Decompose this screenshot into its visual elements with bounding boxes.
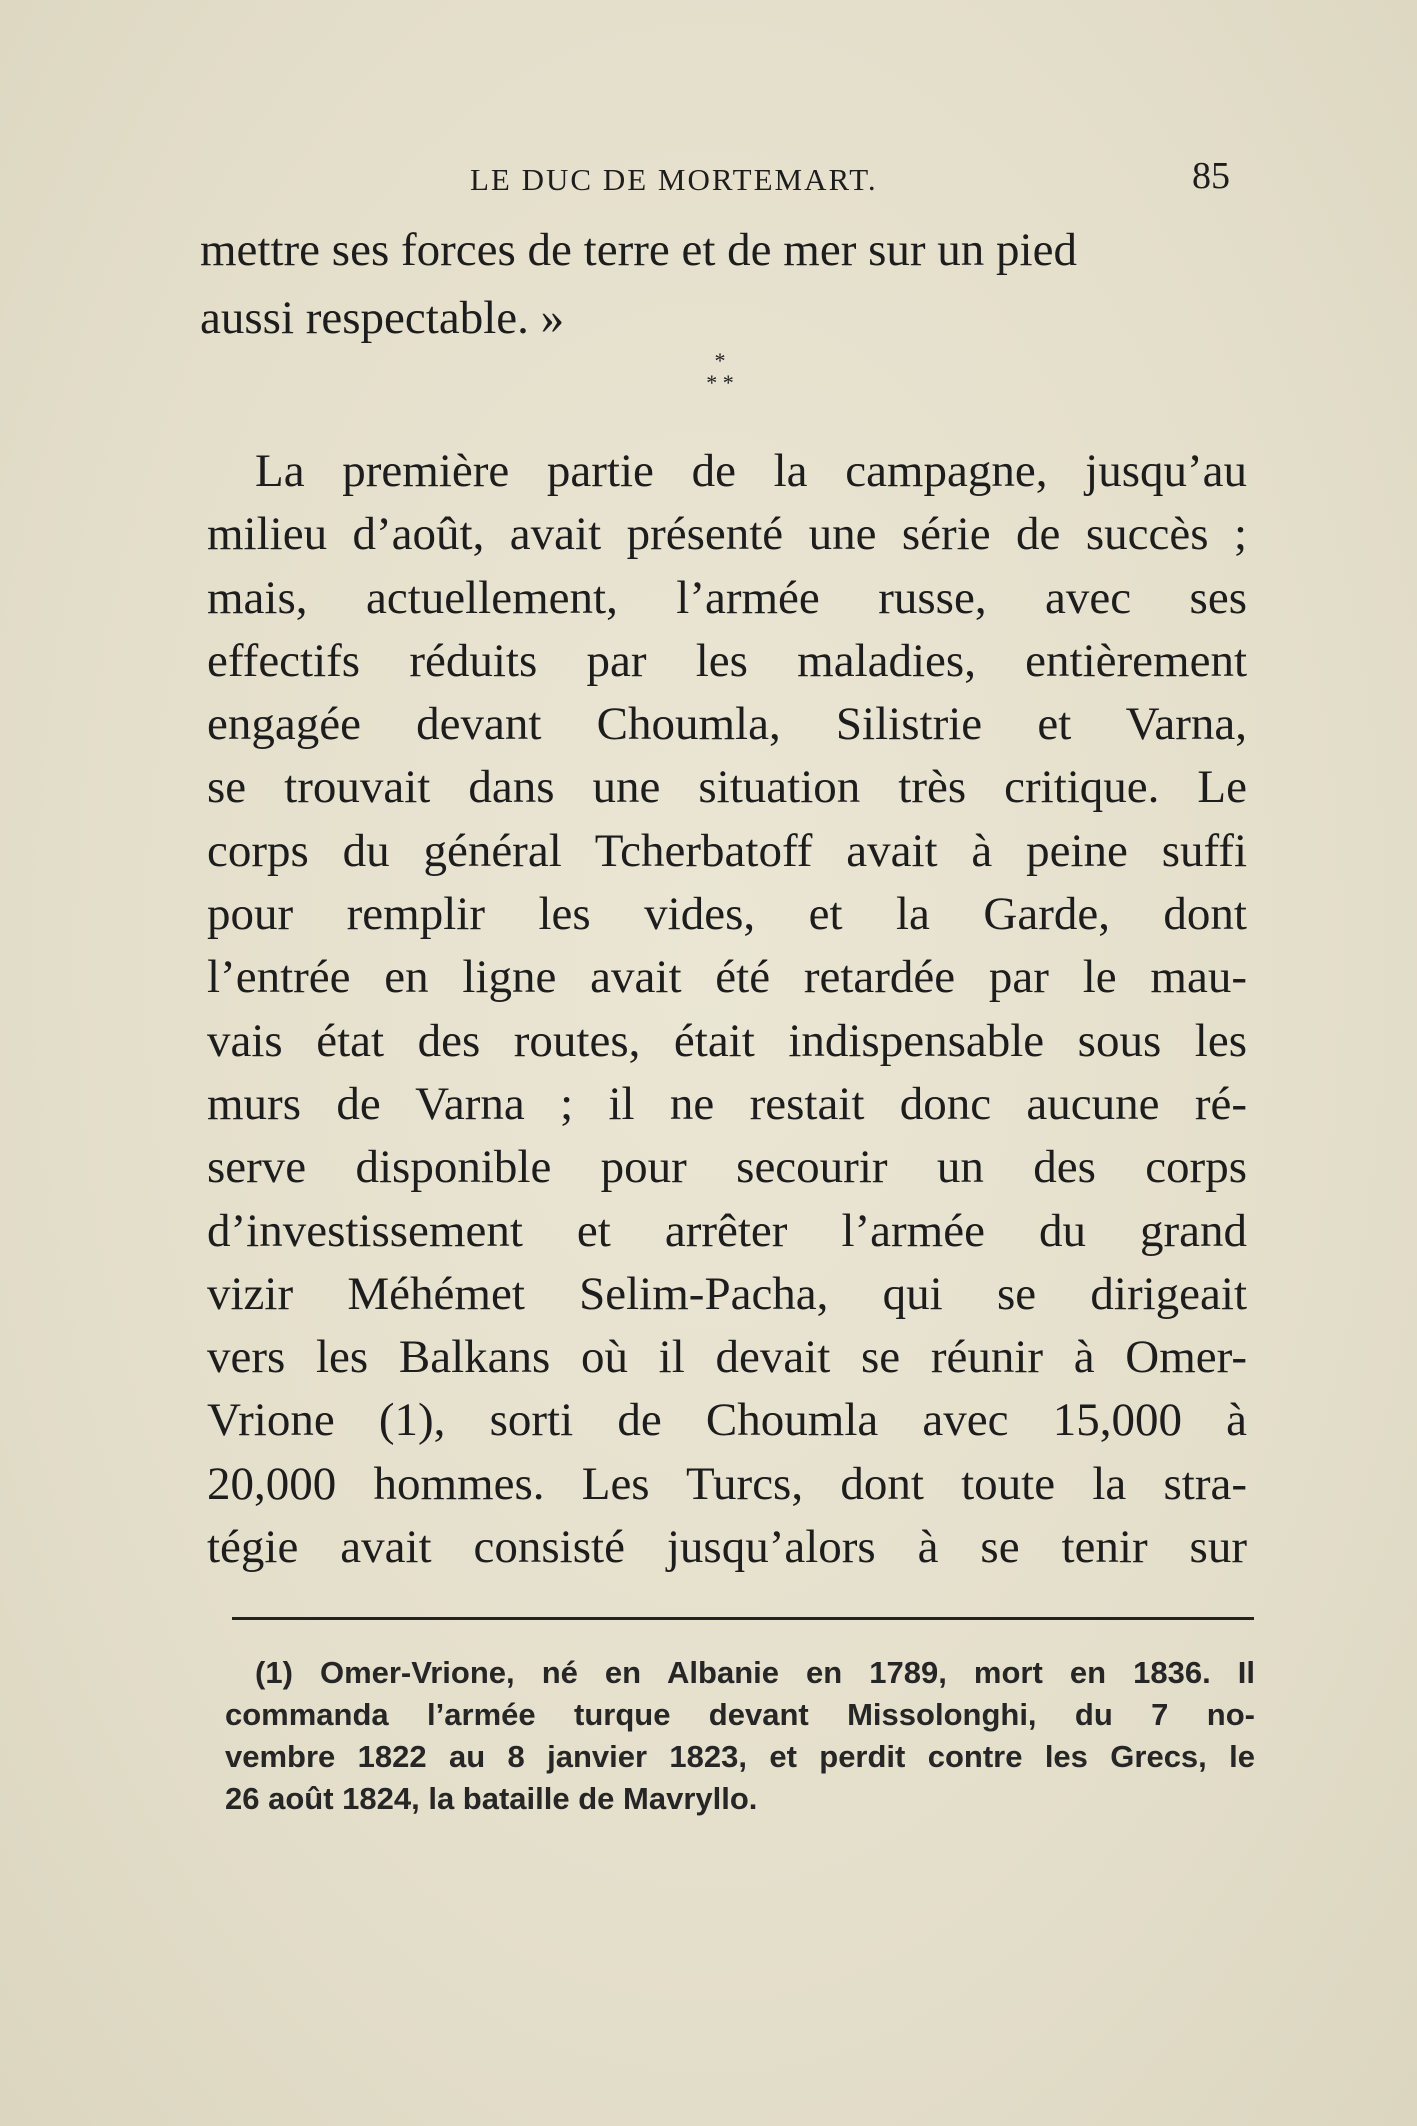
text-line: vais état des routes, était indispensable sous les	[207, 1014, 1247, 1067]
text-line: murs de Varna ; il ne restait donc aucune ré-	[207, 1077, 1247, 1130]
footnote-line: commanda l’armée turque devant Missolonghi, du 7 no-	[225, 1697, 1255, 1732]
footnote	[225, 1652, 1255, 1820]
text-line: pour remplir les vides, et la Garde, dont	[207, 888, 1247, 941]
text-line: mais, actuellement, l’armée russe, avec ses	[207, 571, 1247, 624]
text-line: vers les Balkans où il devait se réunir à Omer-	[207, 1331, 1247, 1384]
text-line: Vrione (1), sorti de Choumla avec 15,000 à	[207, 1394, 1247, 1447]
text-line: d’investissement et arrêter l’armée du grand	[207, 1204, 1247, 1257]
footnote-line: vembre 1822 au 8 janvier 1823, et perdit contre les Grecs, le	[225, 1739, 1255, 1774]
text-line: milieu d’août, avait présenté une série de succès ;	[207, 508, 1247, 561]
text-line: l’entrée en ligne avait été retardée par le mau-	[207, 951, 1247, 1004]
footnote-line: (1) Omer-Vrione, né en Albanie en 1789, mort en 1836. Il	[255, 1655, 1255, 1690]
text-line: se trouvait dans une situation très critique. Le	[207, 761, 1247, 814]
continued-paragraph	[200, 216, 1230, 352]
text-line: vizir Méhémet Selim-Pacha, qui se dirigeait	[207, 1267, 1247, 1320]
text-line: tégie avait consisté jusqu’alors à se tenir sur	[207, 1521, 1247, 1574]
text-line: effectifs réduits par les maladies, entièrement	[207, 634, 1247, 687]
asterism-separator	[680, 350, 760, 410]
page-number: 85	[1192, 155, 1230, 197]
text-line: engagée devant Choumla, Silistrie et Varna,	[207, 698, 1247, 751]
footnote-line: 26 août 1824, la bataille de Mavryllo.	[225, 1781, 758, 1816]
text-line: mettre ses forces de terre et de mer sur un pied	[200, 224, 1077, 276]
text-line: corps du général Tcherbatoff avait à peine suffi	[207, 824, 1247, 877]
running-head	[205, 155, 1230, 208]
main-paragraph	[207, 440, 1247, 1579]
text-line: La première partie de la campagne, jusqu’au	[255, 445, 1247, 497]
running-title: LE DUC DE MORTEMART.	[470, 162, 878, 197]
footnote-rule	[232, 1617, 1254, 1620]
asterism-bottom: * *	[706, 370, 734, 395]
text-line: aussi respectable. »	[200, 292, 565, 344]
text-line: 20,000 hommes. Les Turcs, dont toute la stra-	[207, 1457, 1247, 1510]
asterism-top: *	[714, 348, 726, 373]
text-line: serve disponible pour secourir un des corps	[207, 1141, 1247, 1194]
